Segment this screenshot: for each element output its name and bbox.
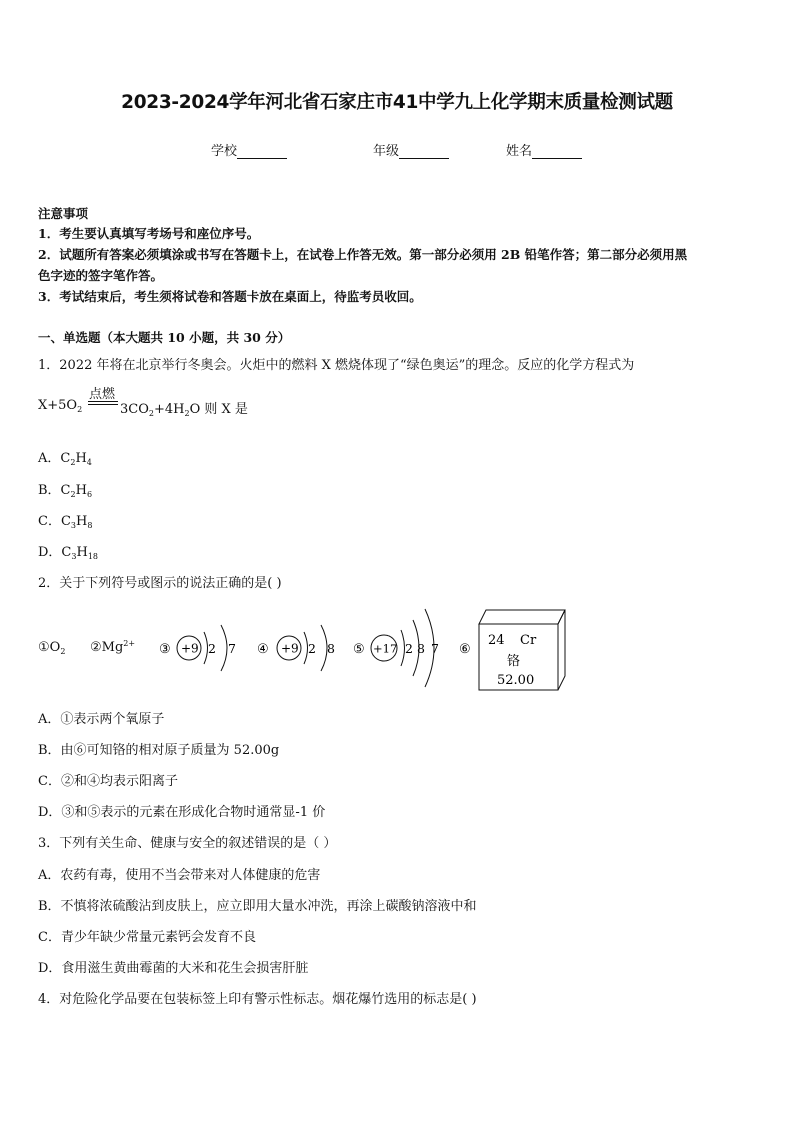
q3-option-b[interactable]: B．不慎将浓硫酸沾到皮肤上，应立即用大量水冲洗，再涂上碳酸钠溶液中和 [38,899,477,914]
q3-option-c[interactable]: C．青少年缺少常量元素钙会发育不良 [38,930,256,945]
symbol-sup: 2+ [123,639,136,648]
nucleus-charge: +17 [373,641,398,656]
shell-arc-icon [204,632,208,664]
notice-item: 1．考生要认真填写考场号和座位序号。 [38,226,260,241]
opt-mid: H [75,451,87,466]
q3-stem: 3．下列有关生命、健康与安全的叙述错误的是（ ） [38,836,337,851]
atom-diagrams [0,595,794,705]
page-title: 2023-2024学年河北省石家庄市41中学九上化学期末质量检测试题 [121,92,673,113]
section-heading: 一、单选题（本大题共 10 小题，共 30 分） [38,330,291,345]
school-blank[interactable] [237,144,287,159]
q1-option-b[interactable] [38,479,92,498]
symbol-o2: O [49,640,61,655]
marker: ① [38,640,50,655]
eq-sub: 2 [148,409,154,418]
element-name: 铬 [507,654,521,669]
notice-item: 3．考试结束后，考生须将试卷和答题卡放在桌面上，待监考员收回。 [38,289,422,304]
electron-count: 2 [405,641,413,656]
nucleus-charge: +9 [181,641,199,656]
shell-arc-icon [304,632,308,664]
symbol-mg: Mg [101,640,124,655]
name-blank[interactable] [532,144,582,159]
notice-item: 2．试题所有答案必须填涂或书写在答题卡上，在试卷上作答无效。第一部分必须用 2B 铅笔作答；第二部分必须用黑 [38,247,688,262]
opt-label: A．C [38,451,71,466]
electron-count: 8 [417,641,425,656]
opt-mid: H [75,483,87,498]
eq-h2o: +4H [153,402,185,417]
q1-equation-right [120,398,248,417]
name-label: 姓名 [506,144,533,159]
electron-count: 8 [327,641,335,656]
opt-sub: 8 [87,521,93,530]
opt-sub: 3 [71,552,77,561]
shell-arc-icon [221,625,227,671]
marker: ② [90,640,102,655]
electron-count: 7 [431,641,439,656]
symbol-sub: 2 [60,647,66,656]
grade-blank[interactable] [399,144,449,159]
marker: ⑤ [353,642,365,657]
school-label: 学校 [211,144,238,159]
q3-option-a[interactable]: A．农药有毒，使用不当会带来对人体健康的危害 [38,868,321,883]
q2-option-c[interactable]: C．②和④均表示阳离子 [38,774,178,789]
q2-option-b[interactable]: B．由⑥可知铬的相对原子质量为 52.00g [38,743,280,758]
electron-count: 7 [228,641,236,656]
opt-sub: 2 [70,490,76,499]
opt-sub: 3 [70,521,76,530]
q4-stem: 4．对危险化学品要在包装标签上印有警示性标志。烟花爆竹选用的标志是( ) [38,992,477,1007]
marker: ⑥ [459,642,471,657]
eq-sub: 2 [184,409,190,418]
opt-label: C．C [38,514,71,529]
element-box-side [558,610,565,690]
notice-item: 色字迹的签字笔作答。 [38,268,164,283]
q2-stem: 2．关于下列符号或图示的说法正确的是( ) [38,576,282,591]
school-field [211,140,287,159]
q3-option-d[interactable]: D．食用滋生黄曲霉菌的大米和花生会损害肝脏 [38,961,309,976]
q1-stem: 1．2022 年将在北京举行冬奥会。火炬中的燃料 X 燃烧体现了“绿色奥运”的理念。反应的化学方程式为 [38,358,635,373]
grade-field [373,140,449,159]
q1-option-d[interactable] [38,541,98,560]
eq-left: X+5O [38,398,78,413]
reaction-condition: 点燃 [89,387,116,402]
opt-label: D．C [38,545,72,560]
q1-option-c[interactable] [38,510,92,529]
equation-bar [88,401,118,402]
q2-option-d[interactable]: D．③和⑤表示的元素在形成化合物时通常显-1 价 [38,805,326,820]
name-field [506,140,582,159]
atomic-number: 24 [488,633,505,648]
opt-sub: 6 [86,490,93,499]
opt-label: B．C [38,483,71,498]
element-symbol: Cr [520,633,537,648]
q1-equation-left [38,398,82,413]
opt-sub: 18 [87,552,98,561]
opt-sub: 4 [86,458,92,467]
marker: ③ [159,642,171,657]
eq-tail: O 则 X 是 [189,402,248,417]
grade-label: 年级 [373,144,400,159]
opt-mid: H [76,545,88,560]
nucleus-charge: +9 [281,641,299,656]
opt-sub: 2 [70,458,76,467]
atomic-mass: 52.00 [497,673,535,688]
q2-option-a[interactable]: A．①表示两个氧原子 [38,712,165,727]
opt-mid: H [76,514,88,529]
equation-bar [88,404,118,405]
electron-count: 2 [208,641,216,656]
shell-arc-icon [401,630,405,666]
eq-sub: 2 [77,405,83,414]
marker: ④ [257,642,269,657]
q1-option-a[interactable] [38,447,92,466]
eq-co2: 3CO [120,402,149,417]
electron-count: 2 [308,641,316,656]
notice-heading: 注意事项 [38,206,89,221]
element-box-top [479,610,565,624]
